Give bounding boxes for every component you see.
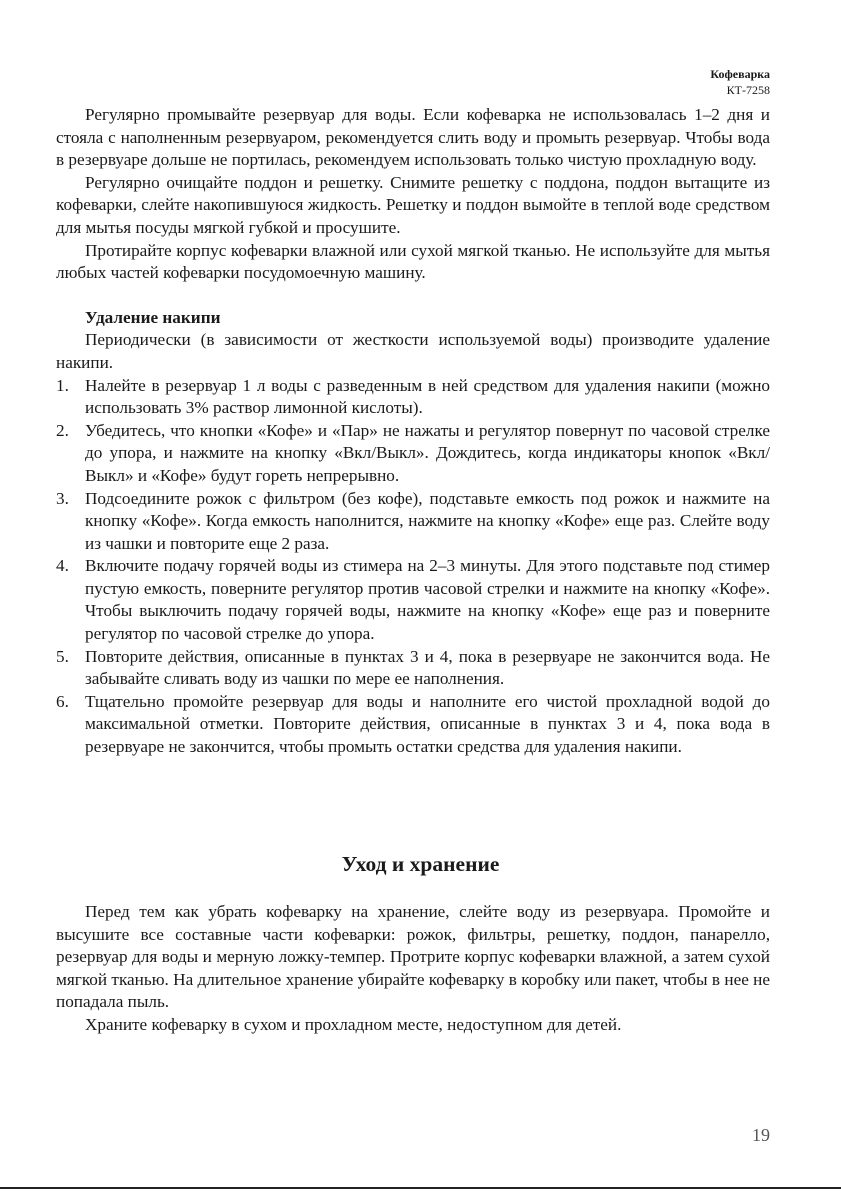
step-text: Тщательно промойте резервуар для воды и наполните его чистой прохладной водой до максимальной отметки. Повторите действия, описанные в пунктах 3 и 4, пока вода в резервуаре не закончится, чтобы промыть остатки средства для удаления накипи.	[85, 691, 770, 757]
descaling-intro: Периодически (в зависимости от жесткости используемой воды) производите удаление накипи.	[56, 330, 770, 372]
page-header	[710, 66, 770, 98]
descaling-steps	[56, 375, 770, 759]
list-item	[56, 555, 770, 645]
header-model-number: КТ-7258	[726, 83, 770, 97]
paragraph-storage-place: Храните кофеварку в сухом и прохладном месте, недоступном для детей.	[85, 1014, 622, 1034]
page-bottom-rule	[0, 1187, 841, 1189]
step-text: Подсоедините рожок с фильтром (без кофе), подставьте емкость под рожок и нажмите на кнопку «Кофе». Когда емкость наполнится, нажмите на кнопку «Кофе» еще раз. Слейте воду из чашки и повторите еще 2 раза.	[85, 488, 770, 553]
step-text: Убедитесь, что кнопки «Кофе» и «Пар» не нажаты и регулятор повернут по часовой стрелке до упора, и нажмите на кнопку «Вкл/Выкл». Дождитесь, когда индикаторы кнопок «Вкл/Выкл» и «Кофе» будут гореть непрерывно.	[85, 420, 770, 485]
cleaning-section	[56, 104, 770, 759]
step-number: 6.	[56, 691, 69, 711]
list-item	[56, 646, 770, 691]
care-section	[56, 901, 770, 1037]
list-item	[56, 488, 770, 556]
step-text: Повторите действия, описанные в пунктах 3 и 4, пока в резервуаре не закончится вода. Не забывайте сливать воду из чашки по мере ее наполнения.	[85, 646, 770, 689]
header-product-name: Кофеварка	[710, 67, 770, 81]
step-number: 1.	[56, 375, 69, 395]
paragraph-storage-prep: Перед тем как убрать кофеварку на хранение, слейте воду из резервуара. Промойте и высушите все составные части кофеварки: рожок, фильтры, решетку, поддон, панарелло, резервуар для воды и мерную ложку-темпер. Протрите корпус кофеварки влажной, а затем сухой мягкой тканью. На длительное хранение убирайте кофеварку в коробку или пакет, чтобы в нее не попадала пыль.	[56, 902, 770, 1012]
step-number: 3.	[56, 488, 69, 508]
step-number: 4.	[56, 556, 69, 576]
paragraph-body: Протирайте корпус кофеварки влажной или сухой мягкой тканью. Не используйте для мытья любых частей кофеварки посудомоечную машину.	[56, 240, 770, 283]
list-item	[56, 420, 770, 488]
list-item	[56, 691, 770, 759]
list-item	[56, 375, 770, 420]
paragraph-tray: Регулярно очищайте поддон и решетку. Снимите решетку с поддона, поддон вытащите из кофеварки, слейте накопившуюся жидкость. Решетку и поддон вымойте в теплой воде средством для мытья посуды мягкой губкой и просушите.	[56, 172, 770, 237]
step-text: Налейте в резервуар 1 л воды с разведенным в ней средством для удаления накипи (можно использовать 3% раствор лимонной кислоты).	[85, 375, 770, 418]
step-number: 2.	[56, 420, 69, 440]
care-section-title: Уход и хранение	[341, 852, 500, 876]
paragraph-reservoir: Регулярно промывайте резервуар для воды. Если кофеварка не использовалась 1–2 дня и стояла с наполненным резервуаром, рекомендуется слить воду и промыть резервуар. Чтобы вода в резервуаре дольше не портилась, рекомендуем использовать только чистую прохладную воду.	[56, 105, 770, 170]
page-number: 19	[752, 1125, 770, 1145]
step-number: 5.	[56, 646, 69, 666]
descaling-heading: Удаление накипи	[85, 307, 221, 327]
step-text: Включите подачу горячей воды из стимера на 2–3 минуты. Для этого подставьте под стимер пустую емкость, поверните регулятор против часовой стрелки и нажмите на кнопку «Кофе». Чтобы выключить подачу горячей воды, нажмите на кнопку «Кофе» еще раз и поверните регулятор по часовой стрелке до упора.	[85, 556, 770, 644]
